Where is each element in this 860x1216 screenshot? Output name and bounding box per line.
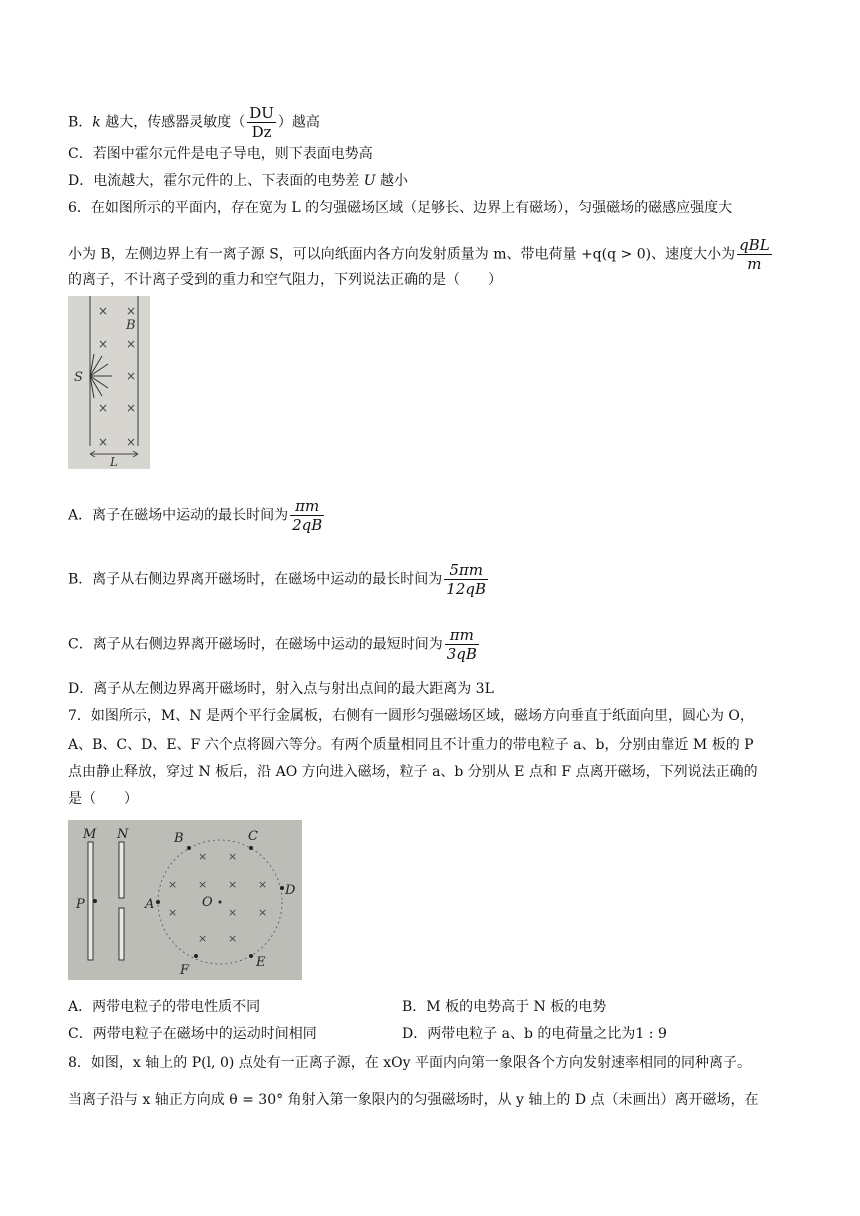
field-cross: × <box>126 435 137 449</box>
svg-text:×: × <box>258 906 268 919</box>
q6-stem-line1: 6．在如图所示的平面内，存在宽为 L 的匀强磁场区域（足够长、边界上有磁场），匀强磁场的磁感应强度大 <box>68 200 733 216</box>
q5-option-b: B．k 越大，传感器灵敏度（ $\frac{DU}{Dz}$ ）越高 <box>68 104 320 141</box>
svg-text:×: × <box>198 850 208 863</box>
label-E: E <box>256 955 266 970</box>
svg-text:×: × <box>228 878 238 891</box>
q5-option-d: D．电流越大，霍尔元件的上、下表面的电势差 U 越小 <box>68 173 408 189</box>
field-cross: × <box>126 337 137 351</box>
speed-fraction: $\frac{\text{qBL}}{m}$ <box>739 236 770 273</box>
label-M: M <box>83 827 97 842</box>
q7-option-c: C．两带电粒子在磁场中的运动时间相同 <box>68 1026 317 1042</box>
q7-figure-svg <box>68 820 302 980</box>
field-cross: × <box>98 304 109 318</box>
field-cross: × <box>126 369 137 383</box>
label-A: A <box>145 897 155 912</box>
q8-stem-line2: 当离子沿与 x 轴正方向成 θ = 30° 角射入第一象限内的匀强磁场时，从 y 轴上的 D 点（未画出）离开磁场，在 <box>68 1092 759 1108</box>
svg-text:×: × <box>228 932 238 945</box>
svg-text:×: × <box>168 906 178 919</box>
q6-option-c: C．离子从右侧边界离开磁场时，在磁场中运动的最短时间为 $\frac{\pi m}{3qB}$ <box>68 626 477 663</box>
label-L: L <box>110 455 118 469</box>
label-D: D <box>285 883 296 898</box>
q6-option-a: A．离子在磁场中运动的最长时间为 $\frac{\pi m}{2qB}$ <box>68 497 323 534</box>
q6-figure-svg <box>68 296 150 469</box>
label-F: F <box>180 963 190 978</box>
svg-text:×: × <box>198 932 208 945</box>
svg-text:×: × <box>228 850 238 863</box>
q7-option-d: D．两带电粒子 a、b 的电荷量之比为1 : 9 <box>402 1026 667 1042</box>
label-B: B <box>174 831 184 846</box>
q7-option-b: B．M 板的电势高于 N 板的电势 <box>402 999 607 1015</box>
label-S: S <box>74 370 83 385</box>
q5-option-c: C．若图中霍尔元件是电子导电，则下表面电势高 <box>68 146 373 162</box>
svg-text:×: × <box>198 878 208 891</box>
velocity-arrows <box>90 354 112 398</box>
field-cross: × <box>98 337 109 351</box>
q6-option-b: B．离子从右侧边界离开磁场时，在磁场中运动的最长时间为 $\frac{5\pi m}{12qB}$ <box>68 561 487 598</box>
q7-plates-and-circle-figure <box>68 820 302 980</box>
q6-stem-line3: 的离子，不计离子受到的重力和空气阻力，下列说法正确的是（ ） <box>68 272 502 288</box>
label-P: P <box>76 897 85 912</box>
sensitivity-fraction: $\frac{DU}{Dz}$ <box>249 104 274 141</box>
q7-stem-line3: 点由静止释放，穿过 N 板后，沿 AO 方向进入磁场，粒子 a、b 分别从 E 点和 F 点离开磁场，下列说法正确的 <box>68 764 758 780</box>
label-B: B <box>126 318 136 333</box>
point-P <box>93 899 97 903</box>
label-N: N <box>117 827 129 842</box>
label-C: C <box>248 829 258 844</box>
q7-stem-line1: 7．如图所示，M、N 是两个平行金属板，右侧有一圆形匀强磁场区域，磁场方向垂直于纸面向里，圆心为 O， <box>68 708 754 724</box>
field-cross: × <box>126 304 137 318</box>
q6-magnetic-field-figure <box>68 296 150 469</box>
field-cross: × <box>98 435 109 449</box>
svg-text:×: × <box>168 878 178 891</box>
field-cross: × <box>126 401 137 415</box>
q6-option-d: D．离子从左侧边界离开磁场时，射入点与射出点间的最大距离为 3L <box>68 681 494 697</box>
q7-option-a: A．两带电粒子的带电性质不同 <box>68 999 261 1015</box>
q6-stem-line2: 小为 B，左侧边界上有一离子源 S，可以向纸面内各方向发射质量为 m、带电荷量 +q(q > 0)、速度大小为 $\frac{\text{qBL}}{m}$ <box>68 236 770 273</box>
svg-text:×: × <box>228 906 238 919</box>
q7-stem-line4: 是（ ） <box>68 791 138 807</box>
label-O: O <box>202 895 213 910</box>
q7-stem-line2: A、B、C、D、E、F 六个点将圆六等分。有两个质量相同且不计重力的带电粒子 a、b，分别由靠近 M 板的 P <box>68 737 754 753</box>
q8-stem-line1: 8．如图，x 轴上的 P(l, 0) 点处有一正离子源，在 xOy 平面内向第一象限各个方向发射速率相同的同种离子。 <box>68 1055 751 1071</box>
field-cross: × <box>98 401 109 415</box>
svg-text:×: × <box>258 878 268 891</box>
